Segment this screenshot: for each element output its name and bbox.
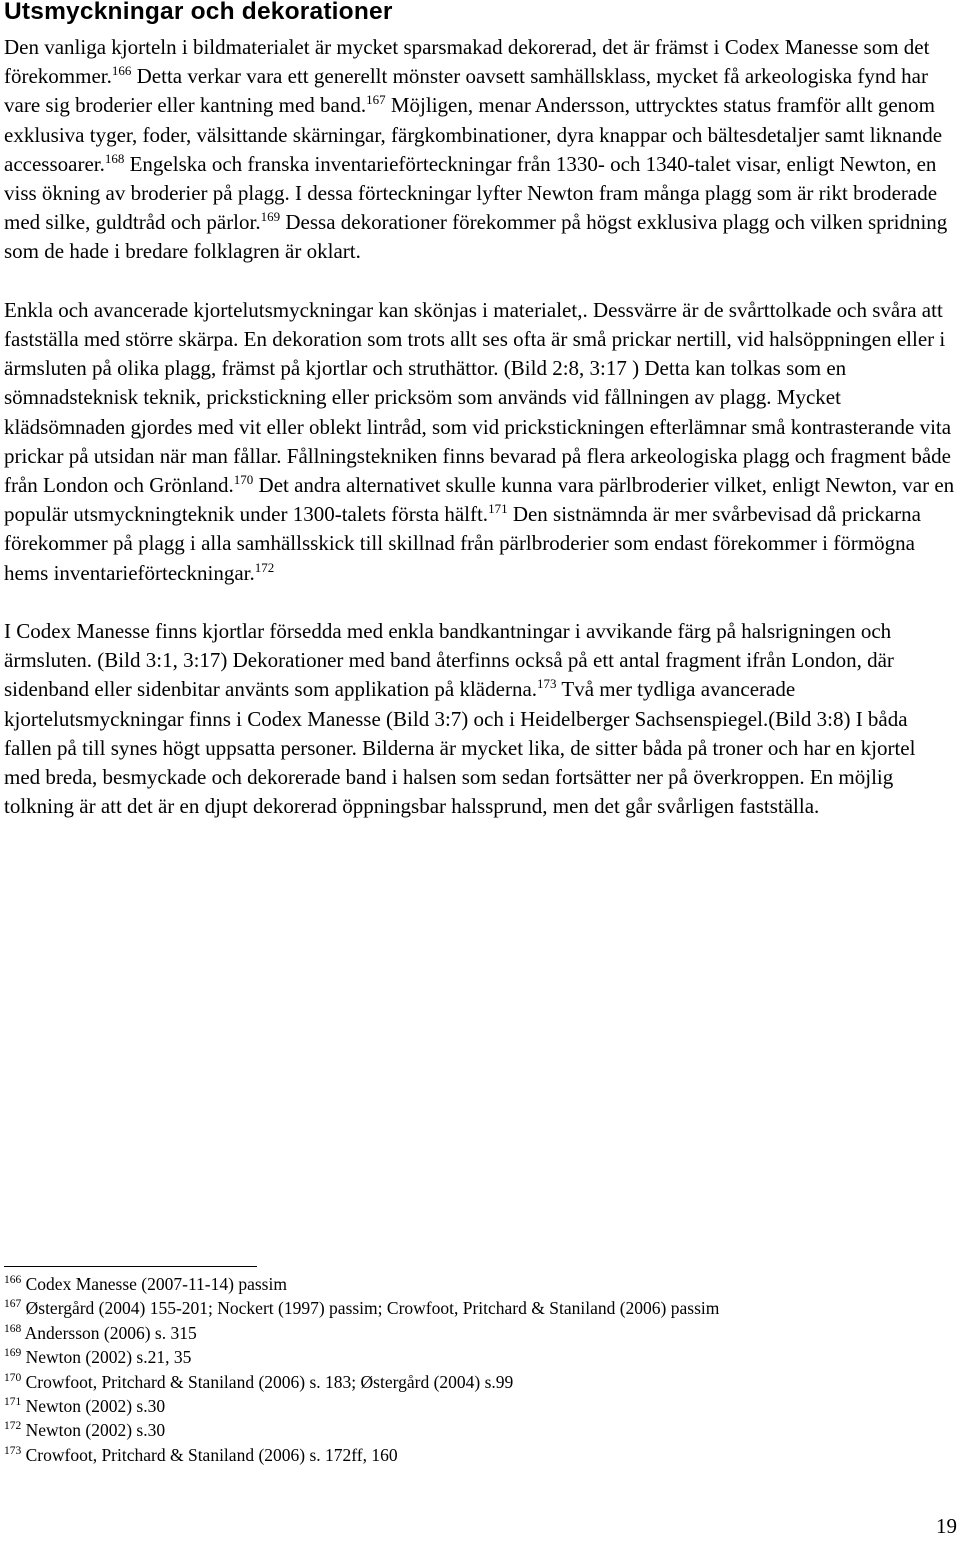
footnote-text: Newton (2002) s.30 [21, 1396, 166, 1417]
footnote-number: 168 [4, 1322, 22, 1335]
footnote-173 [4, 1443, 956, 1467]
footnote-ref-168[interactable]: 168 [104, 150, 125, 166]
footnote-number: 169 [4, 1347, 22, 1360]
footnote-170 [4, 1370, 956, 1394]
paragraph-3 [4, 617, 956, 821]
footnote-172 [4, 1418, 956, 1442]
footnote-171 [4, 1394, 956, 1418]
text-run: Den sistnämnda är mer svårbevisad då prickarna förekommer på plagg i alla samhällsskick till skillnad från pärlbroderier som endast förekommer i förmögna hems inventarieförteckningar. [4, 502, 921, 585]
paragraph-1 [4, 33, 956, 267]
footnote-text: Newton (2002) s.30 [21, 1420, 166, 1441]
text-run: Dessa dekorationer förekommer på högst exklusiva plagg och vilken spridning som de hade i bredare folklagren är oklart. [4, 210, 948, 264]
footnote-ref-166[interactable]: 166 [111, 63, 132, 79]
footnote-166 [4, 1272, 956, 1296]
footnote-number: 171 [4, 1396, 22, 1409]
footnote-text: Codex Manesse (2007-11-14) passim [21, 1274, 287, 1294]
footnote-ref-171[interactable]: 171 [488, 501, 508, 517]
footnote-number: 172 [4, 1420, 22, 1433]
footnote-169 [4, 1345, 956, 1369]
footnote-168 [4, 1321, 956, 1345]
footnote-text: Crowfoot, Pritchard & Staniland (2006) s. 183; Østergård (2004) s.99 [21, 1371, 514, 1392]
text-run: I Codex Manesse finns kjortlar försedda med enkla bandkantningar i avvikande färg på halsrigningen och ärmsluten. (Bild 3:1, 3:17) Dekorationer med band återfinns också på ett antal fragment ifrån London, där sidenband eller sidenbitar använts som applikation på kläderna. [4, 619, 894, 702]
footnote-number: 170 [4, 1371, 22, 1384]
paragraph-2 [4, 296, 956, 588]
footnote-ref-172[interactable]: 172 [254, 559, 275, 575]
text-run: Detta verkar vara ett generellt mönster oavsett samhällsklass, mycket få arkeologiska fynd har vare sig broderier eller kantning med band. [4, 64, 928, 118]
footnotes [4, 1272, 956, 1467]
footnote-text: Crowfoot, Pritchard & Staniland (2006) s. 172ff, 160 [21, 1444, 398, 1465]
footnote-text: Newton (2002) s.21, 35 [21, 1347, 192, 1368]
text-run: Engelska och franska inventarieförteckningar från 1330- och 1340-talet visar, enligt Newton, en viss ökning av broderier på plagg. I dessa förteckningar lyfter Newton fram många plagg som är rikt broderade med silke, guldtråd och pärlor. [4, 151, 938, 235]
footnote-text: Andersson (2006) s. 315 [21, 1322, 197, 1343]
section-heading: Utsmyckningar och dekorationer [4, 0, 393, 25]
footnote-number: 167 [4, 1298, 22, 1311]
page-number: 19 [936, 1514, 957, 1538]
text-run: Enkla och avancerade kjortelutsmyckningar kan skönjas i materialet,. Dessvärre är de svårttolkade och svåra att fastställa med större skärpa. En dekoration som trots allt ses ofta är små prickar nertill, vid halsöppningen eller i ärmsluten på olika plagg, främst på kjortlar och struthättor. (Bild 2:8, 3:17 ) Detta kan tolkas som en sömnadsteknisk teknik, prickstickning eller pricksöm som används vid fållningen av plagg. Mycket klädsömnaden gjordes med vit eller oblekt lintråd, som vid prickstickningen efterlämnar små kontrasterande vita prickar på utsidan när man fållar. Fållningstekniken finns bevarad på flera arkeologiska plagg och fragment både från London och Grönland. [4, 297, 952, 498]
text-run: Den vanliga kjorteln i bildmaterialet är mycket sparsmakad dekorerad, det är främst i Codex Manesse som det förekommer. [4, 35, 930, 89]
footnote-number: 166 [4, 1274, 22, 1286]
text-run: Två mer tydliga avancerade kjortelutsmyckningar finns i Codex Manesse (Bild 3:7) och i Heidelberger Sachsenspiegel.(Bild 3:8) I båda fallen på till synes högt uppsatta personer. Bilderna är mycket lika, de sitter båda på troner och har en kjortel med breda, besmyckade och dekorerade band i halsen som sedan fortsätter ner på överkroppen. En möjlig tolkning är att det är en djupt dekorerad öppningsbar halssprund, men det går svårligen fastställa. [4, 677, 916, 819]
text-run: Det andra alternativet skulle kunna vara pärlbroderier vilket, enligt Newton, var en populär utsmyckningteknik under 1300-talets första hälft. [4, 473, 955, 527]
footnote-separator [4, 1266, 257, 1267]
footnote-ref-167[interactable]: 167 [366, 92, 386, 108]
body-text [4, 33, 956, 851]
footnote-ref-169[interactable]: 169 [260, 209, 281, 225]
footnote-number: 173 [4, 1444, 22, 1457]
footnote-167 [4, 1296, 956, 1320]
footnote-ref-170[interactable]: 170 [233, 472, 254, 488]
text-run: Möjligen, menar Andersson, uttrycktes status framför allt genom exklusiva tyger, foder, välsittande skärningar, färgkombinationer, dyra knappar och bältesdetaljer samt liknande accessoarer. [4, 93, 943, 176]
footnote-text: Østergård (2004) 155-201; Nockert (1997) passim; Crowfoot, Pritchard & Staniland (2006) passim [21, 1298, 720, 1319]
footnote-ref-173[interactable]: 173 [537, 676, 557, 692]
